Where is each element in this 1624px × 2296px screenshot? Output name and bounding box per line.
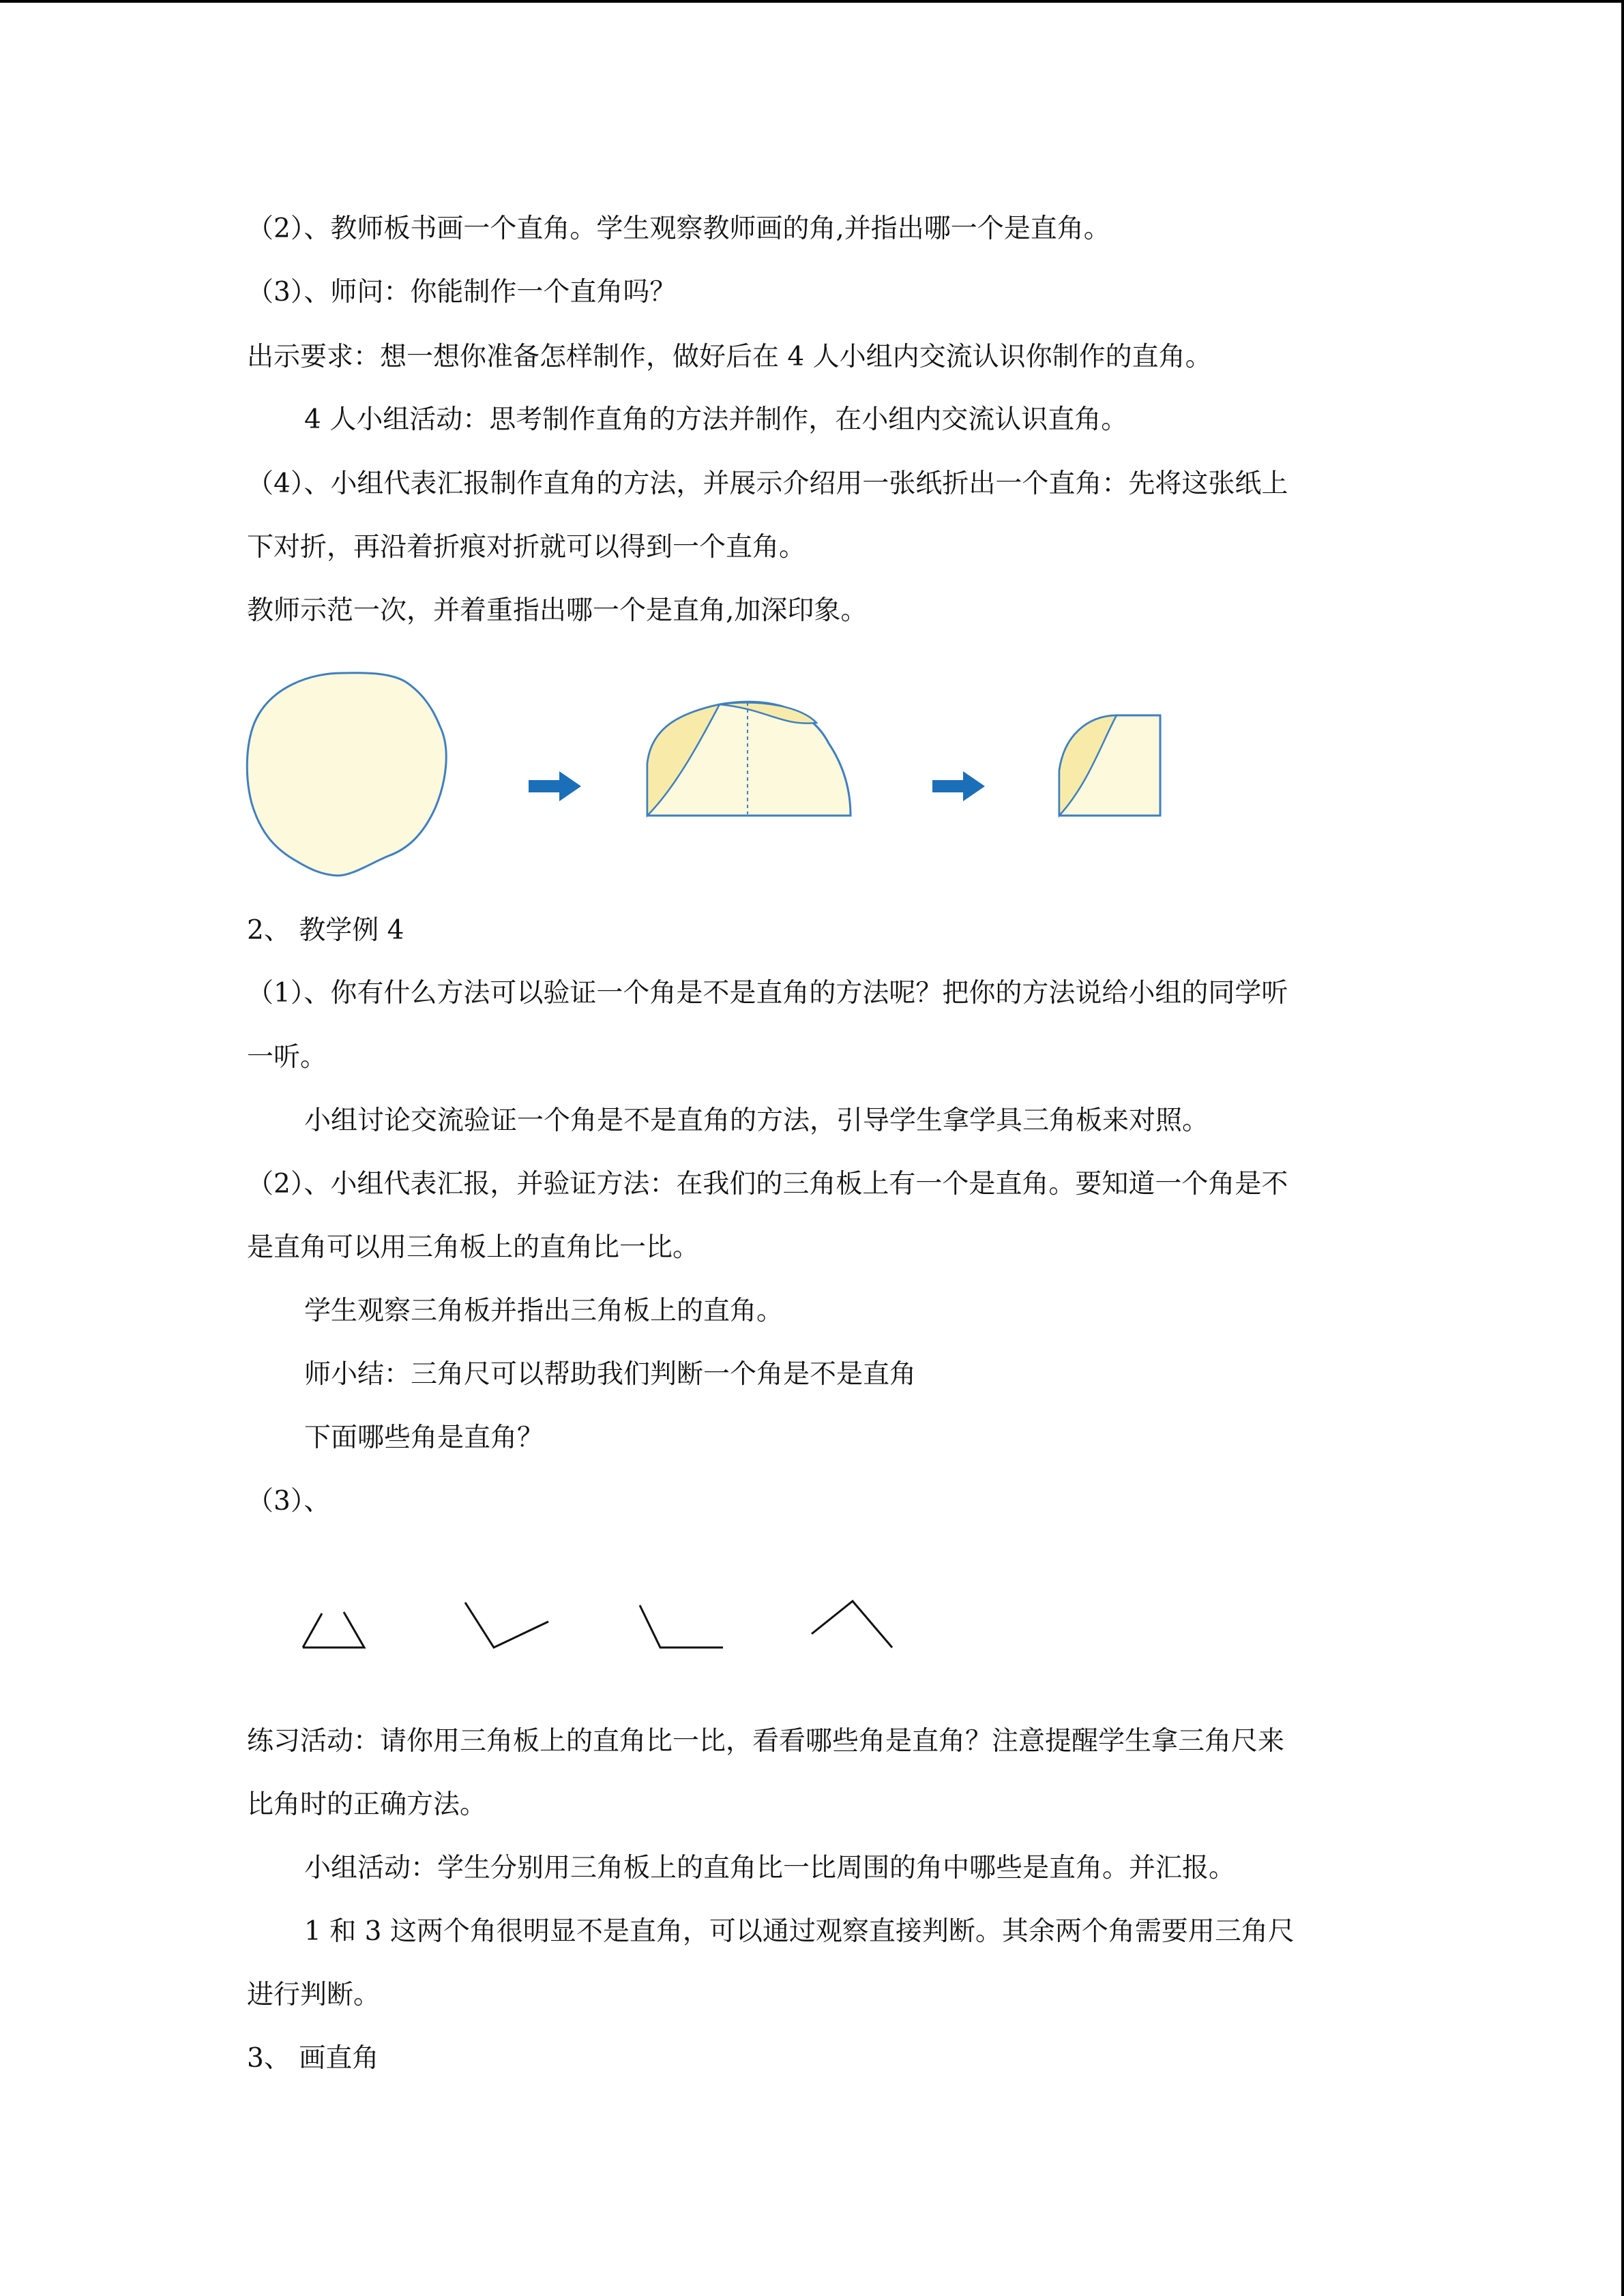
paragraph-group-discussion: 小组讨论交流验证一个角是不是直角的方法，引导学生拿学具三角板来对照。	[304, 1105, 1209, 1136]
paragraph-students-observe: 学生观察三角板并指出三角板上的直角。	[304, 1296, 784, 1326]
angles-diagram	[286, 1589, 928, 1664]
paragraph-1-question: （1）、你有什么方法可以验证一个角是不是直角的方法呢？把你的方法说给小组的同学听	[247, 978, 1288, 1009]
paragraph-obvious-angles-cont: 进行判断。	[247, 1980, 381, 2010]
paragraph-4-report-cont: 下对折，再沿着折痕对折就可以得到一个直角。	[247, 532, 806, 563]
folding-diagram	[242, 668, 1183, 880]
angle-2	[465, 1602, 548, 1648]
paragraph-3-teacher-asks: （3）、师问：你能制作一个直角吗？	[247, 277, 677, 308]
paragraph-2-group-report-cont: 是直角可以用三角板上的直角比一比。	[247, 1232, 700, 1263]
section-2-heading: 2、 教学例 4	[247, 915, 404, 946]
half-fold	[647, 702, 851, 816]
arrow-right-icon	[529, 771, 581, 801]
paragraph-2-teacher-draws: （2）、教师板书画一个直角。学生观察教师画的角,并指出哪一个是直角。	[247, 213, 1110, 244]
paragraph-practice-activity: 练习活动：请你用三角板上的直角比一比，看看哪些角是直角？注意提醒学生拿三角尺来	[247, 1726, 1285, 1757]
paragraph-group-activity-2: 小组活动：学生分别用三角板上的直角比一比周围的角中哪些是直角。并汇报。	[304, 1853, 1236, 1883]
arrow-right-icon	[932, 771, 985, 801]
paragraph-3-label: （3）、	[247, 1486, 331, 1517]
paper-blob	[247, 673, 446, 876]
paragraph-group-activity: 4 人小组活动：思考制作直角的方法并制作，在小组内交流认识直角。	[304, 404, 1128, 435]
section-3-heading: 3、 画直角	[247, 2043, 379, 2074]
paragraph-obvious-angles: 1 和 3 这两个角很明显不是直角，可以通过观察直接判断。其余两个角需要用三角尺	[304, 1916, 1295, 1947]
paragraph-1-question-cont: 一听。	[247, 1042, 327, 1073]
paragraph-teacher-summary: 师小结：三角尺可以帮助我们判断一个角是不是直角	[304, 1359, 917, 1390]
paragraph-requirement: 出示要求：想一想你准备怎样制作，做好后在 4 人小组内交流认识你制作的直角。	[247, 342, 1212, 372]
paragraph-teacher-demo: 教师示范一次，并着重指出哪一个是直角,加深印象。	[247, 595, 868, 626]
top-border	[0, 0, 1624, 3]
angle-4	[812, 1601, 892, 1648]
angle-1	[303, 1613, 322, 1648]
paragraph-4-report: （4）、小组代表汇报制作直角的方法，并展示介绍用一张纸折出一个直角：先将这张纸上	[247, 468, 1288, 499]
quarter-fold	[1059, 715, 1160, 816]
paragraph-2-group-report: （2）、小组代表汇报，并验证方法：在我们的三角板上有一个是直角。要知道一个角是不	[247, 1169, 1288, 1199]
paragraph-which-right-angles: 下面哪些角是直角？	[304, 1422, 544, 1453]
angle-3	[640, 1605, 723, 1648]
right-border	[1621, 0, 1624, 2296]
paragraph-practice-activity-cont: 比角时的正确方法。	[247, 1789, 487, 1820]
